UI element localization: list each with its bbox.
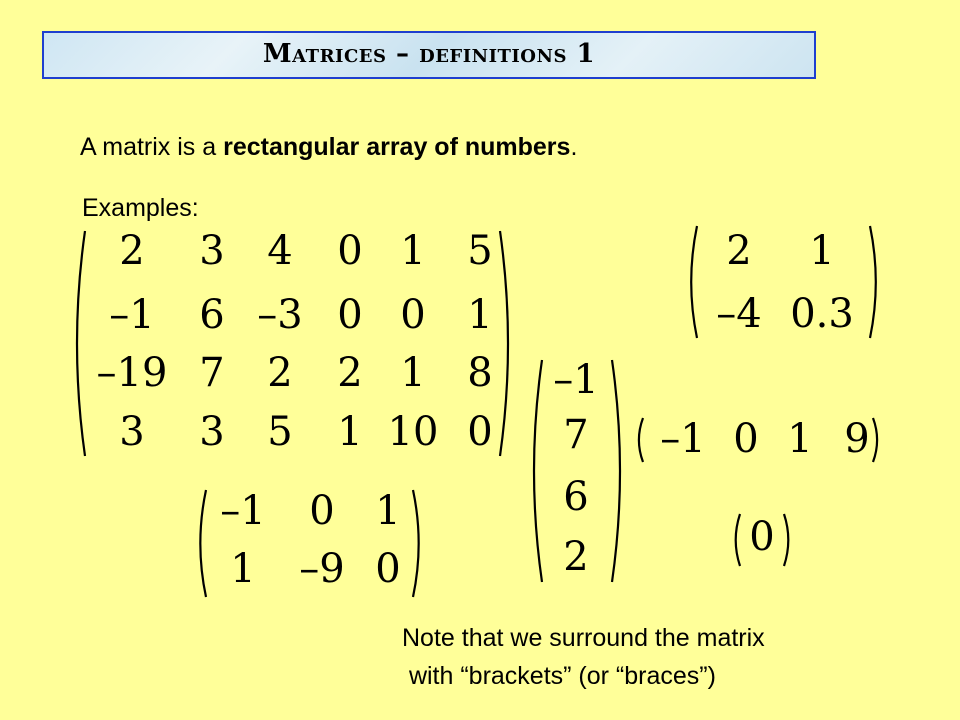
matrix-entry: –9 xyxy=(299,546,345,592)
examples-label: Examples: xyxy=(82,194,199,222)
matrix-entry: –1 xyxy=(109,292,155,338)
matrix-entry: 1 xyxy=(467,292,493,338)
matrix-entry: 0 xyxy=(337,292,363,338)
intro-text-before: A matrix is a xyxy=(80,133,224,161)
matrix-1x1 xyxy=(749,514,774,560)
matrix-entry: –1 xyxy=(220,488,266,534)
matrix-entry: 10 xyxy=(387,409,439,455)
matrix-entry: 1 xyxy=(400,350,426,396)
matrix-entry: 0 xyxy=(467,409,493,455)
left-bracket xyxy=(77,231,85,456)
matrix-entry: –1 xyxy=(553,357,599,403)
matrix-entry: 1 xyxy=(230,546,256,592)
matrix-entry: 3 xyxy=(199,409,225,455)
matrix-entry: –4 xyxy=(716,291,762,337)
matrix-entry: 9 xyxy=(844,416,870,462)
matrix-entry: 0 xyxy=(733,416,759,462)
matrix-entry: –1 xyxy=(660,416,706,462)
matrix-entry: 1 xyxy=(375,488,401,534)
intro-bold-phrase: rectangular array of numbers xyxy=(223,133,571,161)
left-bracket xyxy=(691,226,697,338)
slide-title: Matrices – definitions 1 xyxy=(262,39,596,69)
matrix-entry: 0 xyxy=(749,514,775,560)
brackets-note xyxy=(402,619,765,695)
matrix-entry: 3 xyxy=(119,409,145,455)
matrix-entry: 0 xyxy=(309,488,335,534)
intro-text-after: . xyxy=(570,133,578,161)
matrix-entry: 0.3 xyxy=(790,291,854,337)
matrix-entry: 5 xyxy=(267,409,293,455)
intro-sentence xyxy=(80,133,577,162)
matrix-entry: 2 xyxy=(726,228,752,274)
matrix-entry: 4 xyxy=(267,228,293,274)
matrix-entry: 1 xyxy=(809,228,835,274)
matrix-entry: 1 xyxy=(337,409,363,455)
matrix-entry: 6 xyxy=(563,474,589,520)
left-bracket xyxy=(200,490,206,597)
matrix-entry: 6 xyxy=(199,292,225,338)
matrix-entry: 3 xyxy=(199,228,225,274)
matrix-entry: 7 xyxy=(563,412,589,458)
matrix-entry: 0 xyxy=(337,228,363,274)
title-banner xyxy=(42,31,816,79)
right-bracket xyxy=(870,226,876,338)
left-bracket xyxy=(639,418,643,462)
right-bracket xyxy=(873,418,877,462)
matrix-2x2 xyxy=(716,228,854,337)
matrix-entry: 2 xyxy=(563,534,589,580)
matrix-entry: 5 xyxy=(467,228,493,274)
matrix-entry: 0 xyxy=(400,292,426,338)
right-bracket xyxy=(500,231,508,456)
matrix-4x6 xyxy=(97,228,493,455)
note-line-2: with “brackets” (or “braces”) xyxy=(402,662,716,690)
right-bracket xyxy=(612,360,620,582)
matrix-entry: 7 xyxy=(199,350,225,396)
right-bracket xyxy=(413,490,419,597)
matrix-entry: –19 xyxy=(96,350,168,396)
matrix-entry: 2 xyxy=(337,350,363,396)
matrix-entry: 1 xyxy=(787,416,813,462)
left-bracket xyxy=(534,360,542,582)
matrix-column-4x1 xyxy=(553,357,598,580)
note-line-1: Note that we surround the matrix xyxy=(402,624,765,652)
left-bracket xyxy=(736,514,740,566)
matrix-entry: –3 xyxy=(257,292,303,338)
matrix-entry: 1 xyxy=(400,228,426,274)
right-bracket xyxy=(784,514,788,566)
matrix-2x3 xyxy=(220,488,400,592)
matrix-entry: 8 xyxy=(467,350,493,396)
matrix-entry: 2 xyxy=(267,350,293,396)
matrix-entry: 2 xyxy=(119,228,145,274)
matrix-row-1x4 xyxy=(660,416,869,462)
matrix-entry: 0 xyxy=(375,546,401,592)
